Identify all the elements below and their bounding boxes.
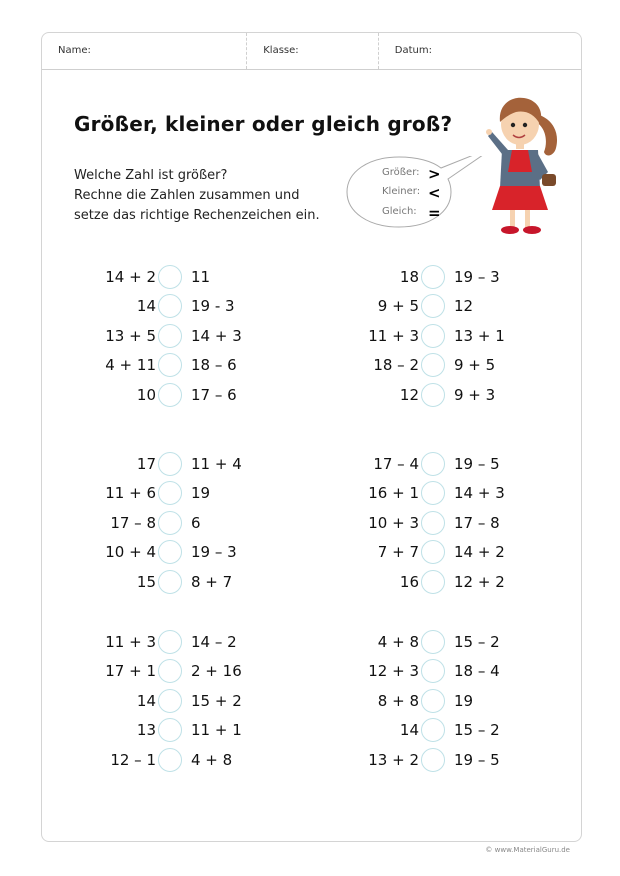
comparison-problem (356, 689, 536, 715)
left-expression: 9 + 5 (377, 297, 419, 316)
right-expression: 18 – 6 (191, 356, 237, 375)
right-expression: 17 – 6 (191, 385, 237, 404)
left-expression: 17 – 4 (373, 455, 419, 473)
answer-circle[interactable] (421, 265, 445, 289)
answer-circle[interactable] (158, 481, 182, 505)
right-expression: 14 + 3 (454, 484, 505, 503)
answer-circle[interactable] (421, 353, 445, 377)
class-field[interactable] (247, 33, 379, 69)
left-expression: 12 – 1 (110, 750, 156, 769)
left-expression: 16 (399, 572, 419, 591)
left-expression: 14 (136, 691, 156, 710)
comparison-problem (93, 659, 273, 685)
comparison-problem (356, 748, 536, 774)
instruction-line: Rechne die Zahlen zusammen und (74, 188, 300, 203)
comparison-problem (356, 294, 536, 320)
answer-circle[interactable] (158, 540, 182, 564)
left-expression: 14 (136, 297, 156, 316)
answer-circle[interactable] (421, 481, 445, 505)
right-expression: 4 + 8 (191, 750, 233, 769)
legend-label: Gleich: (382, 206, 417, 217)
comparison-problem (93, 452, 273, 478)
comparison-problem (356, 481, 536, 507)
date-field[interactable] (379, 33, 581, 69)
right-expression: 15 + 2 (191, 691, 242, 710)
right-expression: 15 – 2 (454, 721, 500, 740)
answer-circle[interactable] (421, 452, 445, 476)
left-expression: 4 + 11 (105, 356, 156, 375)
left-expression: 7 + 7 (377, 543, 419, 562)
comparison-problem (93, 481, 273, 507)
answer-circle[interactable] (421, 511, 445, 535)
right-expression: 14 – 2 (191, 633, 237, 651)
legend-greater (382, 167, 446, 185)
comparison-problem (356, 630, 536, 656)
comparison-problem (93, 353, 273, 379)
right-expression: 14 + 3 (191, 326, 242, 345)
right-expression: 19 - 3 (191, 297, 235, 316)
answer-circle[interactable] (421, 383, 445, 407)
left-expression: 17 – 8 (110, 513, 156, 532)
answer-circle[interactable] (158, 718, 182, 742)
left-expression: 4 + 8 (377, 633, 419, 651)
right-expression: 11 + 1 (191, 721, 242, 740)
answer-circle[interactable] (158, 748, 182, 772)
comparison-problem (93, 324, 273, 350)
class-label: Klasse: (263, 45, 299, 56)
right-expression: 19 – 5 (454, 455, 500, 473)
answer-circle[interactable] (421, 294, 445, 318)
left-expression: 10 + 4 (105, 543, 156, 562)
answer-circle[interactable] (421, 659, 445, 683)
left-expression: 8 + 8 (377, 691, 419, 710)
legend-label: Größer: (382, 167, 420, 178)
comparison-problem (356, 570, 536, 596)
answer-circle[interactable] (158, 659, 182, 683)
answer-circle[interactable] (158, 265, 182, 289)
comparison-problem (93, 511, 273, 537)
comparison-problem (356, 324, 536, 350)
left-expression: 12 + 3 (368, 662, 419, 681)
comparison-problem (93, 294, 273, 320)
instructions (74, 166, 320, 226)
right-expression: 12 (454, 297, 474, 316)
right-expression: 13 + 1 (454, 326, 505, 345)
left-expression: 18 – 2 (373, 356, 419, 375)
answer-circle[interactable] (158, 630, 182, 654)
left-expression: 11 + 6 (105, 484, 156, 503)
answer-circle[interactable] (421, 540, 445, 564)
left-expression: 15 (136, 572, 156, 591)
left-expression: 13 + 5 (105, 326, 156, 345)
speech-bubble (346, 156, 452, 228)
right-expression: 9 + 3 (454, 385, 496, 404)
right-expression: 9 + 5 (454, 356, 496, 375)
comparison-problem (93, 630, 273, 656)
comparison-problem (356, 659, 536, 685)
answer-circle[interactable] (158, 689, 182, 713)
left-expression: 11 + 3 (105, 633, 156, 651)
answer-circle[interactable] (158, 294, 182, 318)
left-expression: 14 (399, 721, 419, 740)
right-expression: 12 + 2 (454, 572, 505, 591)
instruction-line: setze das richtige Rechenzeichen ein. (74, 208, 320, 223)
left-expression: 13 (136, 721, 156, 740)
copyright-footer: © www.MaterialGuru.de (485, 846, 570, 854)
left-expression: 12 (399, 385, 419, 404)
left-expression: 17 (136, 455, 156, 473)
left-expression: 10 (136, 385, 156, 404)
instruction-line: Welche Zahl ist größer? (74, 168, 228, 183)
right-expression: 19 (191, 484, 211, 503)
less-symbol: < (428, 184, 441, 202)
legend-label: Kleiner: (382, 186, 421, 197)
left-expression: 11 + 3 (368, 326, 419, 345)
left-expression: 10 + 3 (368, 513, 419, 532)
girl-illustration (482, 92, 568, 236)
comparison-problem (356, 540, 536, 566)
comparison-problem (93, 689, 273, 715)
comparison-problem (93, 265, 273, 291)
worksheet-title: Größer, kleiner oder gleich groß? (74, 112, 453, 136)
right-expression: 15 – 2 (454, 633, 500, 651)
right-expression: 19 – 5 (454, 750, 500, 769)
left-expression: 13 + 2 (368, 750, 419, 769)
comparison-problem (93, 383, 273, 409)
answer-circle[interactable] (158, 511, 182, 535)
name-label: Name: (58, 45, 91, 56)
right-expression: 19 – 3 (191, 543, 237, 562)
legend-less (382, 186, 446, 204)
answer-circle[interactable] (421, 689, 445, 713)
greater-symbol: > (428, 165, 441, 183)
comparison-problem (356, 718, 536, 744)
answer-circle[interactable] (158, 570, 182, 594)
right-expression: 2 + 16 (191, 662, 242, 681)
equal-symbol: = (428, 204, 441, 222)
comparison-problem (356, 353, 536, 379)
comparison-problem (93, 718, 273, 744)
right-expression: 8 + 7 (191, 572, 233, 591)
answer-circle[interactable] (158, 353, 182, 377)
left-expression: 14 + 2 (105, 268, 156, 286)
right-expression: 19 – 3 (454, 268, 500, 286)
comparison-problem (93, 748, 273, 774)
answer-circle[interactable] (421, 718, 445, 742)
answer-circle[interactable] (158, 452, 182, 476)
answer-circle[interactable] (421, 570, 445, 594)
right-expression: 18 – 4 (454, 662, 500, 681)
right-expression: 14 + 2 (454, 543, 505, 562)
answer-circle[interactable] (421, 748, 445, 772)
left-expression: 17 + 1 (105, 662, 156, 681)
comparison-problem (356, 511, 536, 537)
right-expression: 6 (191, 513, 201, 532)
comparison-problem (356, 265, 536, 291)
right-expression: 11 (191, 268, 211, 286)
right-expression: 11 + 4 (191, 455, 242, 473)
answer-circle[interactable] (421, 630, 445, 654)
left-expression: 16 + 1 (368, 484, 419, 503)
comparison-problem (93, 540, 273, 566)
comparison-problem (356, 452, 536, 478)
answer-circle[interactable] (158, 383, 182, 407)
header-row (42, 33, 581, 70)
answer-circle[interactable] (421, 324, 445, 348)
name-field[interactable] (42, 33, 247, 69)
answer-circle[interactable] (158, 324, 182, 348)
comparison-problem (356, 383, 536, 409)
left-expression: 18 (399, 268, 419, 286)
legend-equal (382, 206, 446, 224)
date-label: Datum: (394, 45, 432, 56)
right-expression: 17 – 8 (454, 513, 500, 532)
comparison-problem (93, 570, 273, 596)
right-expression: 19 (454, 691, 474, 710)
